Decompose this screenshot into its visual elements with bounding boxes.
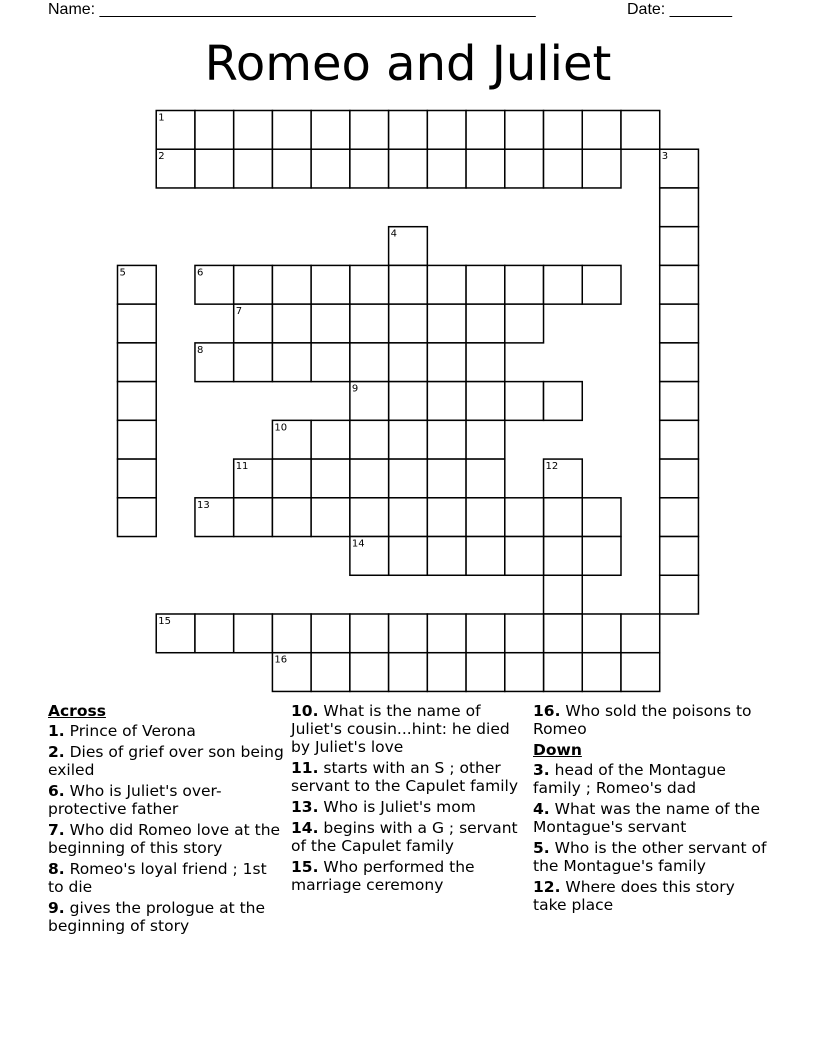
grid-cell[interactable] [466, 653, 505, 692]
grid-cell[interactable] [389, 420, 428, 459]
clue-item [48, 743, 284, 779]
clue-number: 8. [48, 860, 65, 878]
clue-text: Romeo's loyal friend ; 1st to die [48, 860, 267, 896]
grid-cell[interactable] [272, 459, 311, 498]
grid-cell[interactable] [544, 575, 583, 614]
clue-number: 1. [48, 722, 65, 740]
grid-cell[interactable] [427, 537, 466, 576]
grid-cell[interactable] [466, 498, 505, 537]
grid-cell[interactable] [505, 653, 544, 692]
grid-cell[interactable] [505, 149, 544, 188]
grid-cell[interactable] [272, 265, 311, 304]
clue-item [48, 860, 284, 896]
grid-cell[interactable] [427, 498, 466, 537]
grid-cell[interactable] [350, 420, 389, 459]
clue-number-label: 3 [661, 151, 669, 163]
clue-number: 6. [48, 782, 65, 800]
grid-cell[interactable] [544, 382, 583, 421]
grid-cell[interactable] [389, 653, 428, 692]
grid-cell[interactable] [195, 149, 234, 188]
grid-cell[interactable] [350, 653, 389, 692]
grid-cell[interactable] [118, 420, 157, 459]
grid-cell[interactable] [311, 149, 350, 188]
clue-text: Prince of Verona [64, 722, 196, 740]
grid-cell[interactable] [582, 265, 621, 304]
grid-cell[interactable] [350, 304, 389, 343]
grid-cell[interactable] [350, 111, 389, 150]
grid-cell[interactable] [466, 614, 505, 653]
grid-cell[interactable] [505, 111, 544, 150]
clue-number-label: 15 [158, 615, 171, 627]
grid-cell[interactable] [466, 537, 505, 576]
clue-number-label: 7 [235, 306, 243, 318]
clue-text: Where does this story take place [533, 878, 735, 914]
grid-cell[interactable] [505, 265, 544, 304]
grid-cell[interactable] [505, 537, 544, 576]
clue-item [533, 878, 769, 914]
grid-cell[interactable] [272, 304, 311, 343]
grid-cell[interactable] [505, 382, 544, 421]
clue-text: Who is the other servant of the Montague's family [533, 839, 767, 875]
grid-cell[interactable] [582, 653, 621, 692]
grid-cell[interactable] [311, 111, 350, 150]
grid-cell[interactable] [311, 343, 350, 382]
grid-cell[interactable] [505, 498, 544, 537]
grid-cell[interactable] [621, 614, 660, 653]
grid-cell[interactable] [427, 265, 466, 304]
grid-cell[interactable] [621, 653, 660, 692]
clue-text: What was the name of the Montague's servant [533, 800, 760, 836]
clue-number-label: 5 [119, 267, 126, 279]
grid-cell[interactable] [389, 614, 428, 653]
clue-text: Dies of grief over son being exiled [48, 743, 284, 779]
grid-cell[interactable] [660, 304, 699, 343]
clue-number: 3. [533, 761, 550, 779]
clue-number: 5. [533, 839, 550, 857]
grid-cell[interactable] [505, 304, 544, 343]
clue-item [291, 798, 527, 816]
grid-cell[interactable] [311, 420, 350, 459]
grid-cell[interactable] [350, 614, 389, 653]
grid-cell[interactable] [621, 111, 660, 150]
clue-text: gives the prologue at the beginning of story [48, 899, 266, 935]
grid-cell[interactable] [118, 498, 157, 537]
grid-cell[interactable] [582, 111, 621, 150]
grid-cell[interactable] [389, 343, 428, 382]
grid-cell[interactable] [466, 149, 505, 188]
grid-cell[interactable] [311, 614, 350, 653]
clue-number-label: 1 [158, 112, 165, 124]
clue-column-1 [48, 702, 284, 938]
grid-cell[interactable] [234, 265, 273, 304]
grid-cell[interactable] [466, 304, 505, 343]
grid-cell[interactable] [660, 459, 699, 498]
grid-cell[interactable] [389, 459, 428, 498]
grid-cell[interactable] [118, 343, 157, 382]
clue-item [533, 702, 769, 738]
grid-cell[interactable] [272, 343, 311, 382]
grid-cell[interactable] [389, 304, 428, 343]
grid-cell[interactable] [582, 537, 621, 576]
grid-cell[interactable] [544, 265, 583, 304]
grid-cell[interactable] [427, 459, 466, 498]
clue-text: Who sold the poisons to Romeo [533, 702, 752, 738]
clue-number-label: 11 [235, 461, 249, 473]
grid-cell[interactable] [272, 149, 311, 188]
clue-number-label: 16 [274, 654, 288, 666]
grid-cell[interactable] [118, 459, 157, 498]
grid-cell[interactable] [544, 537, 583, 576]
grid-cell[interactable] [660, 188, 699, 227]
across-heading: Across [48, 702, 106, 720]
clue-number: 16. [533, 702, 561, 720]
grid-cell[interactable] [350, 149, 389, 188]
clue-item [48, 899, 284, 935]
grid-cell[interactable] [118, 382, 157, 421]
clue-item [291, 858, 527, 894]
grid-cell[interactable] [234, 111, 273, 150]
grid-cell[interactable] [350, 343, 389, 382]
clue-text: begins with a G ; servant of the Capulet family [291, 819, 518, 855]
clue-text: What is the name of Juliet's cousin...hint: he died by Juliet's love [291, 702, 510, 756]
clue-number-label: 9 [351, 383, 359, 395]
clue-text: starts with an S ; other servant to the Capulet family [291, 759, 519, 795]
grid-cell[interactable] [544, 653, 583, 692]
grid-cell[interactable] [582, 614, 621, 653]
grid-cell[interactable] [466, 265, 505, 304]
grid-cell[interactable] [466, 343, 505, 382]
grid-cell[interactable] [272, 111, 311, 150]
clue-number-label: 12 [545, 461, 559, 473]
clue-column-2 [291, 702, 527, 897]
grid-cell[interactable] [582, 149, 621, 188]
clue-number: 15. [291, 858, 319, 876]
grid-cell[interactable] [544, 149, 583, 188]
grid-cell[interactable] [466, 111, 505, 150]
grid-cell[interactable] [544, 111, 583, 150]
date-field[interactable]: Date: _______ [627, 1, 732, 18]
grid-cell[interactable] [427, 614, 466, 653]
clue-item [291, 702, 527, 756]
grid-cell[interactable] [234, 149, 273, 188]
clue-number: 12. [533, 878, 561, 896]
grid-cell[interactable] [582, 498, 621, 537]
clue-number: 9. [48, 899, 65, 917]
grid-cell[interactable] [272, 614, 311, 653]
clue-text: Who is Juliet's over-protective father [48, 782, 222, 818]
grid-cell[interactable] [234, 498, 273, 537]
clue-item [291, 759, 527, 795]
clue-number-label: 6 [196, 267, 204, 279]
clue-item [48, 722, 284, 740]
grid-cell[interactable] [427, 111, 466, 150]
grid-cell[interactable] [660, 265, 699, 304]
clue-number-label: 2 [158, 151, 165, 163]
grid-cell[interactable] [660, 498, 699, 537]
grid-cell[interactable] [660, 537, 699, 576]
clue-item [533, 839, 769, 875]
grid-cell[interactable] [660, 343, 699, 382]
clue-text: Who did Romeo love at the beginning of this story [48, 821, 281, 857]
clue-number: 13. [291, 798, 319, 816]
clue-column-3 [533, 702, 769, 917]
grid-cell[interactable] [311, 265, 350, 304]
grid-cell[interactable] [350, 265, 389, 304]
grid-cell[interactable] [427, 653, 466, 692]
clue-number: 14. [291, 819, 319, 837]
clue-text: Who performed the marriage ceremony [291, 858, 475, 894]
grid-cell[interactable] [389, 382, 428, 421]
grid-cell[interactable] [427, 343, 466, 382]
grid-cell[interactable] [272, 498, 311, 537]
clue-number: 11. [291, 759, 319, 777]
grid-cell[interactable] [311, 304, 350, 343]
grid-cell[interactable] [234, 343, 273, 382]
grid-cell[interactable] [660, 575, 699, 614]
grid-cell[interactable] [389, 265, 428, 304]
clue-number-label: 13 [196, 499, 210, 511]
grid-cell[interactable] [389, 111, 428, 150]
page-title: Romeo and Juliet [204, 36, 612, 92]
clue-item [48, 821, 284, 857]
clue-number: 10. [291, 702, 319, 720]
clue-item [291, 819, 527, 855]
grid-cell[interactable] [505, 614, 544, 653]
grid-cell[interactable] [466, 382, 505, 421]
grid-cell[interactable] [311, 498, 350, 537]
grid-cell[interactable] [427, 382, 466, 421]
clue-text: head of the Montague family ; Romeo's dad [533, 761, 726, 797]
grid-cell[interactable] [195, 614, 234, 653]
clue-number-label: 8 [196, 344, 204, 356]
clue-number-label: 10 [274, 422, 288, 434]
grid-cell[interactable] [389, 498, 428, 537]
clue-number-label: 4 [390, 228, 397, 240]
clue-number-label: 14 [351, 538, 365, 550]
grid-cell[interactable] [118, 304, 157, 343]
grid-cell[interactable] [195, 111, 234, 150]
grid-cell[interactable] [660, 227, 699, 266]
grid-cell[interactable] [544, 498, 583, 537]
grid-cell[interactable] [466, 459, 505, 498]
clue-text: Who is Juliet's mom [318, 798, 476, 816]
grid-cell[interactable] [427, 304, 466, 343]
grid-cell[interactable] [311, 459, 350, 498]
clue-number: 2. [48, 743, 65, 761]
grid-cell[interactable] [466, 420, 505, 459]
grid-cell[interactable] [427, 420, 466, 459]
grid-cell[interactable] [389, 149, 428, 188]
clue-item [533, 800, 769, 836]
grid-cell[interactable] [234, 614, 273, 653]
grid-cell[interactable] [544, 614, 583, 653]
clue-item [533, 761, 769, 797]
grid-cell[interactable] [350, 459, 389, 498]
grid-cell[interactable] [427, 149, 466, 188]
clue-number: 7. [48, 821, 65, 839]
grid-cell[interactable] [660, 382, 699, 421]
grid-cell[interactable] [350, 498, 389, 537]
clue-item [48, 782, 284, 818]
down-heading: Down [533, 741, 582, 759]
name-field[interactable]: Name: _________________________________________________ [48, 1, 536, 18]
grid-cell[interactable] [311, 653, 350, 692]
clue-number: 4. [533, 800, 550, 818]
grid-cell[interactable] [389, 537, 428, 576]
grid-cell[interactable] [660, 420, 699, 459]
